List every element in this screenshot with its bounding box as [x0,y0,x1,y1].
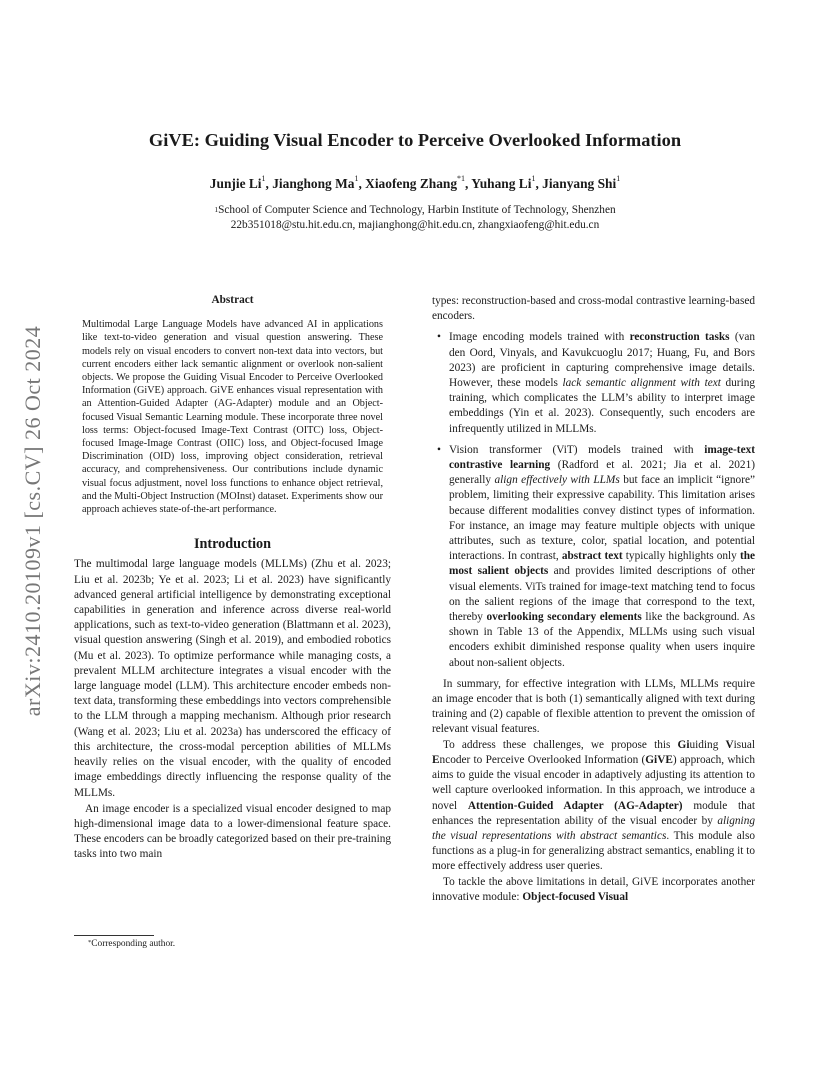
footnote-rule [74,935,154,936]
bullet-icon: • [437,443,441,456]
bold-term: image-text contrastive learning [449,443,755,472]
footnote-text: Corresponding author. [91,939,176,949]
bold-term: reconstruction tasks [629,331,730,344]
right-paragraph-0: types: reconstruction-based and cross-modal contrastive learning-based encoders. [432,295,755,323]
arxiv-stamp [20,286,46,756]
author-emails: 22b351018@stu.hit.edu.cn, majianghong@hit.edu.cn, zhangxiaofeng@hit.edu.cn [230,219,600,231]
bold-term: abstract text [561,550,623,563]
right-paragraph-4: To address these challenges, we propose this Giuiding Visual Encoder to Perceive Overlooked Information (GiVE) approach, which aims to guide the visual encoder in adaptively adjusting its attention to well capture overlooked information. In this approach, we introduce a novel Attention-Guided Adapter (AG-Adapter) module that enhances the representation ability of the visual encoder by aligning the visual representations with abstract semantics. This module also functions as a plug-in for generalizing abstract semantics, enabling it to more effectively address user queries. [432,738,755,873]
italic-term: align effectively with LLMs [494,474,620,487]
encoder-type-list [432,330,755,670]
right-column [432,294,755,905]
author-mark: 1 [531,174,536,183]
footnote [88,939,175,949]
author-mark: 1 [261,174,266,183]
bold-term: the most salient objects [449,550,755,578]
author-mark: 1 [616,174,621,183]
author-list: Junjie Li$^1$, Jianghong Ma$^1$, Xiaofeng Zhang$^{*1}$, Yuhang Li$^1$, Jianyang Shi$^1$ [209,174,621,191]
intro-paragraph-1: The multimodal large language models (MLLMs) (Zhu et al. 2023; Liu et al. 2023b; Ye et al. 2023; Li et al. 2023) have significantly advanced general artificial intelligence by demonstrating exceptional capabilities in generation and inference across diverse real-world applications, such as text-to-video generation (Blattmann et al. 2023), visual question answering (Singh et al. 2019), and embodied robotics (Mu et al. 2023). To optimize performance while managing costs, a prevalent MLLM architecture integrates a visual encoder with the large language model (LLM). This architecture encoder embeds non-text data, transforming these embeddings into vectors comprehensible to the LLM through a mapping mechanism. Although prior research (Wang et al. 2023; Liu et al. 2023a) has underscored the efficacy of this architecture, the cross-modal perception abilities of MLLMs heavily relies on the visual encoder, with the quality of encoded image embeddings directly influencing the response quality of the MLLMs. [74,558,391,799]
bullet-icon: • [437,331,441,344]
list-item: • Vision transformer (ViT) models trained with image-text contrastive learning (Radford et al. 2021; Jia et al. 2021) generally align effectively with LLMs but face an implicit “ignore” problem, limiting their expressive capability. This limitation arises because different modalities convey distinct types of information. For instance, an image may feature multiple objects with unique attributes, such as texture, color, spatial location, and potential interactions. In contrast, abstract text typically highlights only the most salient objects and provides limited descriptions of other visual elements. ViTs trained for image-text matching tend to focus on the salient regions of the image that correspond to the text, thereby overlooking secondary elements like the background. As shown in Table 13 of the Appendix, MLLMs using such visual encoders exhibit diminished response quality when users inquire about non-salient objects. [437,443,756,669]
right-paragraph-5: To tackle the above limitations in detail, GiVE incorporates another innovative module: Object-focused Visual [432,875,755,903]
affiliation-mark: 1 [214,205,219,214]
author-name: Xiaofeng Zhang [365,176,458,191]
author-mark: 1 [354,174,359,183]
affiliation-block [70,203,760,233]
footnote-mark: * [88,939,92,946]
affiliation [70,203,760,218]
author-name: Jianghong Ma [272,176,355,191]
author-name: Yuhang Li [471,176,532,191]
abstract-text: Multimodal Large Language Models have advanced AI in applications like text-to-video generation and visual question answering. These models rely on visual encoders to convert non-text data into vectors, but current encoders either lack semantic alignment or overlook non-salient objects. We propose the Guiding Visual Encoder to Perceive Overlooked Information (GiVE) approach. GiVE enhances visual representation with an Attention-Guided Adapter (AG-Adapter) module and an Object-focused Visual Semantic Learning module. These incorporate three novel loss terms: Object-focused Image-Text Contrast (OITC) loss, Object-focused Image-Image Contrast (OIIC) loss, and Object-focused Image Discrimination (OID) loss, improving object consideration, retrieval accuracy, and comprehensiveness. Our contributions include dynamic visual focus adjustment, novel loss functions to enhance object retrieval, and the Multi-Object Instruction (MOInst) dataset. Experiments show our approach achieves state-of-the-art performance. [82,319,383,516]
arxiv-identifier: arXiv:2410.20109v1 [cs.CV] 26 Oct 2024 [20,325,45,717]
author-mark: *1 [457,174,466,183]
author-name: Jianyang Shi [542,176,617,191]
bold-term: overlooking secondary elements [486,611,642,624]
right-paragraph-3: In summary, for effective integration with LLMs, MLLMs require an image encoder that is both (1) semantically aligned with text during training and (2) capable of flexible attention to prevent the omission of relevant visual features. [432,677,755,736]
abstract-heading: Abstract [211,294,254,306]
italic-term: lack semantic alignment with text [562,377,721,390]
affiliation-text: School of Computer Science and Technology, Harbin Institute of Technology, Shenzhen [218,204,616,216]
introduction-heading: Introduction [194,536,271,553]
list-item: • Image encoding models trained with reconstruction tasks (van den Oord, Vinyals, and Kavukcuoglu 2017; Huang, Fu, and Bors 2023) are proficient in capturing comprehensive image details. However, these models lack semantic alignment with text during training, which complicates the LLM’s ability to interpret image embeddings (Yin et al. 2023). Consequently, such encoders are infrequently utilized in MLLMs. [437,331,756,435]
intro-paragraph-2: An image encoder is a specialized visual encoder designed to map high-dimensional image data to a lower-dimensional feature space. These encoders can be broadly categorized based on their pre-training tasks into two main [74,802,391,861]
left-column [74,293,391,863]
paper-title: GiVE: Guiding Visual Encoder to Perceive Overlooked Information [148,130,682,150]
author-name: Junjie Li [209,176,262,191]
